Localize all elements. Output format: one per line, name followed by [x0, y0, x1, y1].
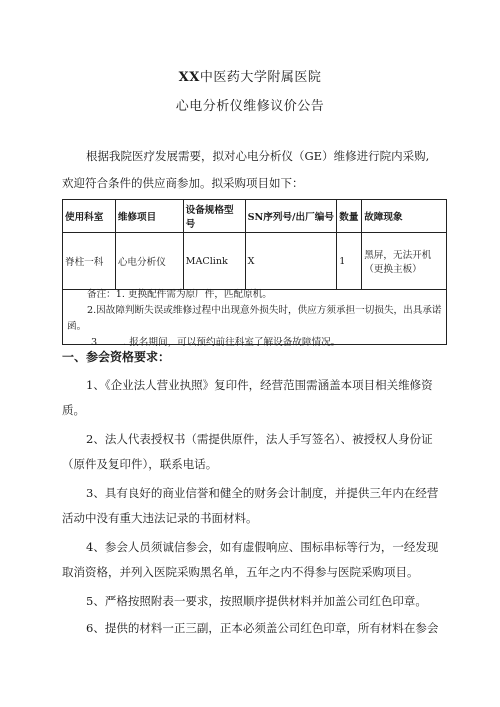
qualification-item-2: 2、法人代表授权书（需提供原件，法人手写签名）、被授权人身份证（原件及复印件），联系电话。	[62, 432, 433, 471]
header-model: 设备规格型号	[183, 200, 245, 233]
hospital-name-rest: 中医药大学附属医院	[199, 70, 322, 85]
cell-model: MAClink	[183, 233, 245, 290]
note-3-text: . 报名期间，可以预约前往科室了解设备故障情况。	[123, 337, 341, 348]
intro-line-2: 欢迎符合条件的供应商参加。拟采购项目如下：	[62, 176, 304, 190]
notes-box	[62, 281, 447, 348]
cell-quantity: 1	[337, 233, 362, 290]
qualification-item-5: 5、严格按照附表一要求，按照顺序提供材料并加盖公司红色印章。	[86, 594, 427, 608]
table-header-row	[63, 200, 447, 233]
header-fault: 故障现象	[362, 200, 447, 233]
cell-fault: 黑屏，无法开机（更换主板）	[362, 233, 447, 290]
cell-serial-number: X	[245, 233, 337, 290]
header-repair-item: 维修项目	[115, 200, 183, 233]
procurement-table	[62, 199, 447, 290]
note-1: 备注：1. 更换配件需为原厂件，匹配原机。	[87, 289, 272, 300]
qualification-item-6: 6、提供的材料一正三副，正本必须盖公司红色印章，所有材料在参会	[86, 621, 439, 635]
intro-line-1: 根据我院医疗发展需要，拟对心电分析仪（GE）维修进行院内采购,	[86, 149, 430, 163]
qualification-item-3: 3、具有良好的商业信誉和健全的财务会计制度，并提供三年内在经营活动中没有重大违法记录的书面材料。	[62, 486, 439, 525]
hospital-name	[0, 66, 500, 85]
qualification-item-1: 1、《企业法人营业执照》复印件，经营范围需涵盖本项目相关维修资质。	[62, 378, 433, 417]
cell-department: 脊柱一科	[63, 233, 116, 290]
header-serial-number: SN序列号/出厂编号	[245, 200, 337, 233]
header-department: 使用科室	[63, 200, 116, 233]
header-quantity: 数量	[337, 200, 362, 233]
document-title: 心电分析仪维修议价公告	[175, 99, 325, 114]
section-heading-qualifications: 一、参会资格要求：	[62, 350, 171, 364]
hospital-name-prefix: XX	[178, 70, 200, 85]
note-3-number: 3	[91, 337, 98, 348]
cell-repair-item: 心电分析仪	[115, 233, 183, 290]
note-2: 2.因故障判断失误或维修过程中出现意外损失时，供应方须承担一切损失，出具承诺函。	[67, 305, 442, 332]
qualification-item-4: 4、参会人员须诚信参会，如有虚假响应、围标串标等行为，一经发现取消资格，并列入医院采购黑名单，五年之内不得参与医院采购项目。	[62, 540, 439, 579]
